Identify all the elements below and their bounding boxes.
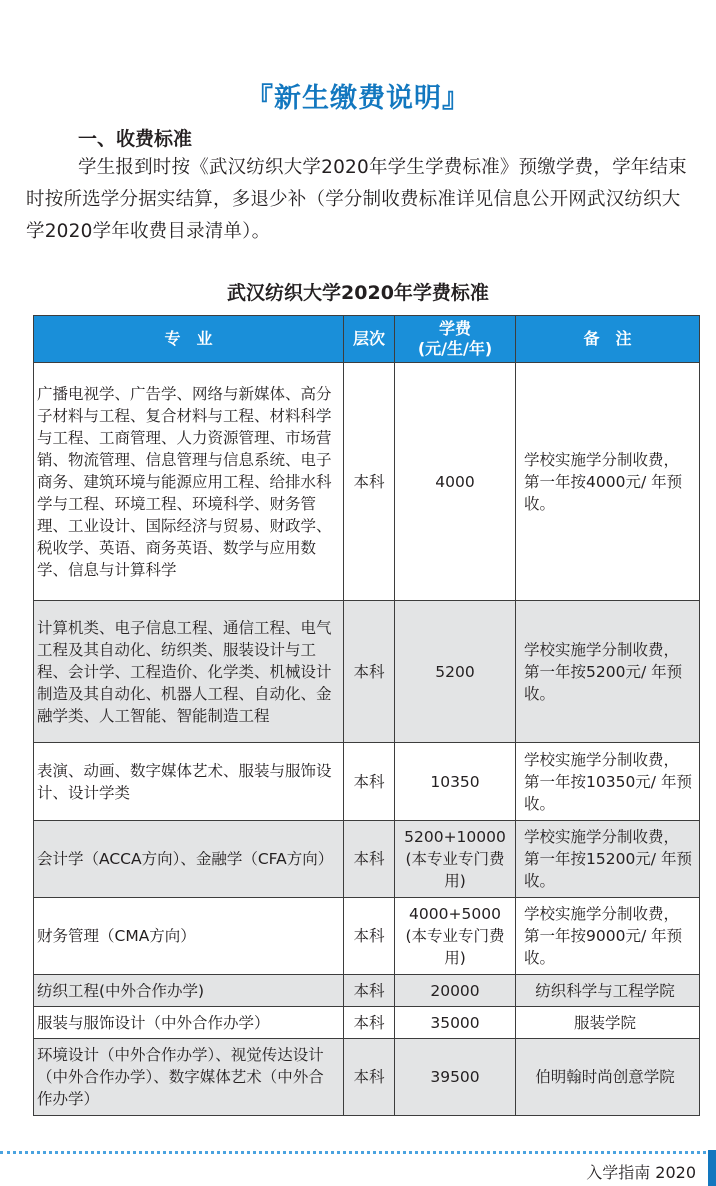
cell-level: 本科: [344, 1039, 395, 1116]
footer-label: 入学指南 2020: [586, 1163, 696, 1182]
cell-note: 学校实施学分制收费，第一年按10350元/ 年预收。: [516, 743, 700, 821]
cell-fee: 20000: [395, 975, 516, 1007]
footer-accent-bar: [708, 1150, 716, 1186]
page-title: 『新生缴费说明』: [246, 83, 470, 114]
header-level: 层次: [344, 316, 395, 363]
cell-major: 环境设计（中外合作办学）、视觉传达设计（中外合作办学）、数字媒体艺术（中外合作办学）: [34, 1039, 344, 1116]
cell-level: 本科: [344, 898, 395, 975]
cell-fee: 10350: [395, 743, 516, 821]
cell-fee: 4000+5000 (本专业专门费用): [395, 898, 516, 975]
cell-note: 伯明翰时尚创意学院: [516, 1039, 700, 1116]
cell-level: 本科: [344, 1007, 395, 1039]
cell-note: 学校实施学分制收费，第一年按9000元/ 年预收。: [516, 898, 700, 975]
table-row: [34, 1039, 700, 1116]
cell-level: 本科: [344, 601, 395, 743]
table-row: [34, 1007, 700, 1039]
cell-note: 学校实施学分制收费，第一年按15200元/ 年预收。: [516, 821, 700, 898]
cell-note: 学校实施学分制收费，第一年按5200元/ 年预收。: [516, 601, 700, 743]
footer-divider: [0, 1151, 706, 1154]
cell-major: 会计学（ACCA方向）、金融学（CFA方向）: [34, 821, 344, 898]
cell-note: 纺织科学与工程学院: [516, 975, 700, 1007]
table-row: [34, 601, 700, 743]
cell-level: 本科: [344, 975, 395, 1007]
cell-fee: 4000: [395, 363, 516, 601]
cell-major: 服装与服饰设计（中外合作办学）: [34, 1007, 344, 1039]
cell-major: 表演、动画、数字媒体艺术、服装与服饰设计、设计学类: [34, 743, 344, 821]
header-note: 备 注: [516, 316, 700, 363]
header-fee: 学费 (元/生/年): [395, 316, 516, 363]
table-row: [34, 975, 700, 1007]
cell-major: 财务管理（CMA方向）: [34, 898, 344, 975]
cell-major: 计算机类、电子信息工程、通信工程、电气工程及其自动化、纺织类、服装设计与工程、会计学、工程造价、化学类、机械设计制造及其自动化、机器人工程、自动化、金融学类、人工智能、智能制造工程: [34, 601, 344, 743]
header-major: 专 业: [34, 316, 344, 363]
cell-level: 本科: [344, 743, 395, 821]
cell-major: 纺织工程(中外合作办学): [34, 975, 344, 1007]
table-row: [34, 743, 700, 821]
cell-major: 广播电视学、广告学、网络与新媒体、高分子材料与工程、复合材料与工程、材料科学与工程、工商管理、人力资源管理、市场营销、物流管理、信息管理与信息系统、电子商务、建筑环境与能源应用工程、给排水科学与工程、环境工程、环境科学、财务管理、工业设计、国际经济与贸易、财政学、税收学、英语、商务英语、数学与应用数学、信息与计算科学: [34, 363, 344, 601]
cell-fee: 5200: [395, 601, 516, 743]
cell-level: 本科: [344, 363, 395, 601]
cell-fee: 39500: [395, 1039, 516, 1116]
table-header-row: [34, 316, 700, 363]
cell-level: 本科: [344, 821, 395, 898]
cell-note: 服装学院: [516, 1007, 700, 1039]
table-title: 武汉纺织大学2020年学费标准: [227, 282, 489, 304]
cell-fee: 5200+10000 (本专业专门费用): [395, 821, 516, 898]
cell-note: 学校实施学分制收费，第一年按4000元/ 年预收。: [516, 363, 700, 601]
table-row: [34, 821, 700, 898]
section-heading: 一、收费标准: [78, 128, 193, 150]
cell-fee: 35000: [395, 1007, 516, 1039]
fee-table: [33, 315, 700, 1116]
intro-paragraph: 学生报到时按《武汉纺织大学2020年学生学费标准》预缴学费，学年结束时按所选学分据实结算，多退少补（学分制收费标准详见信息公开网武汉纺织大学2020学年收费目录清单）。: [26, 157, 687, 242]
table-row: [34, 363, 700, 601]
table-row: [34, 898, 700, 975]
